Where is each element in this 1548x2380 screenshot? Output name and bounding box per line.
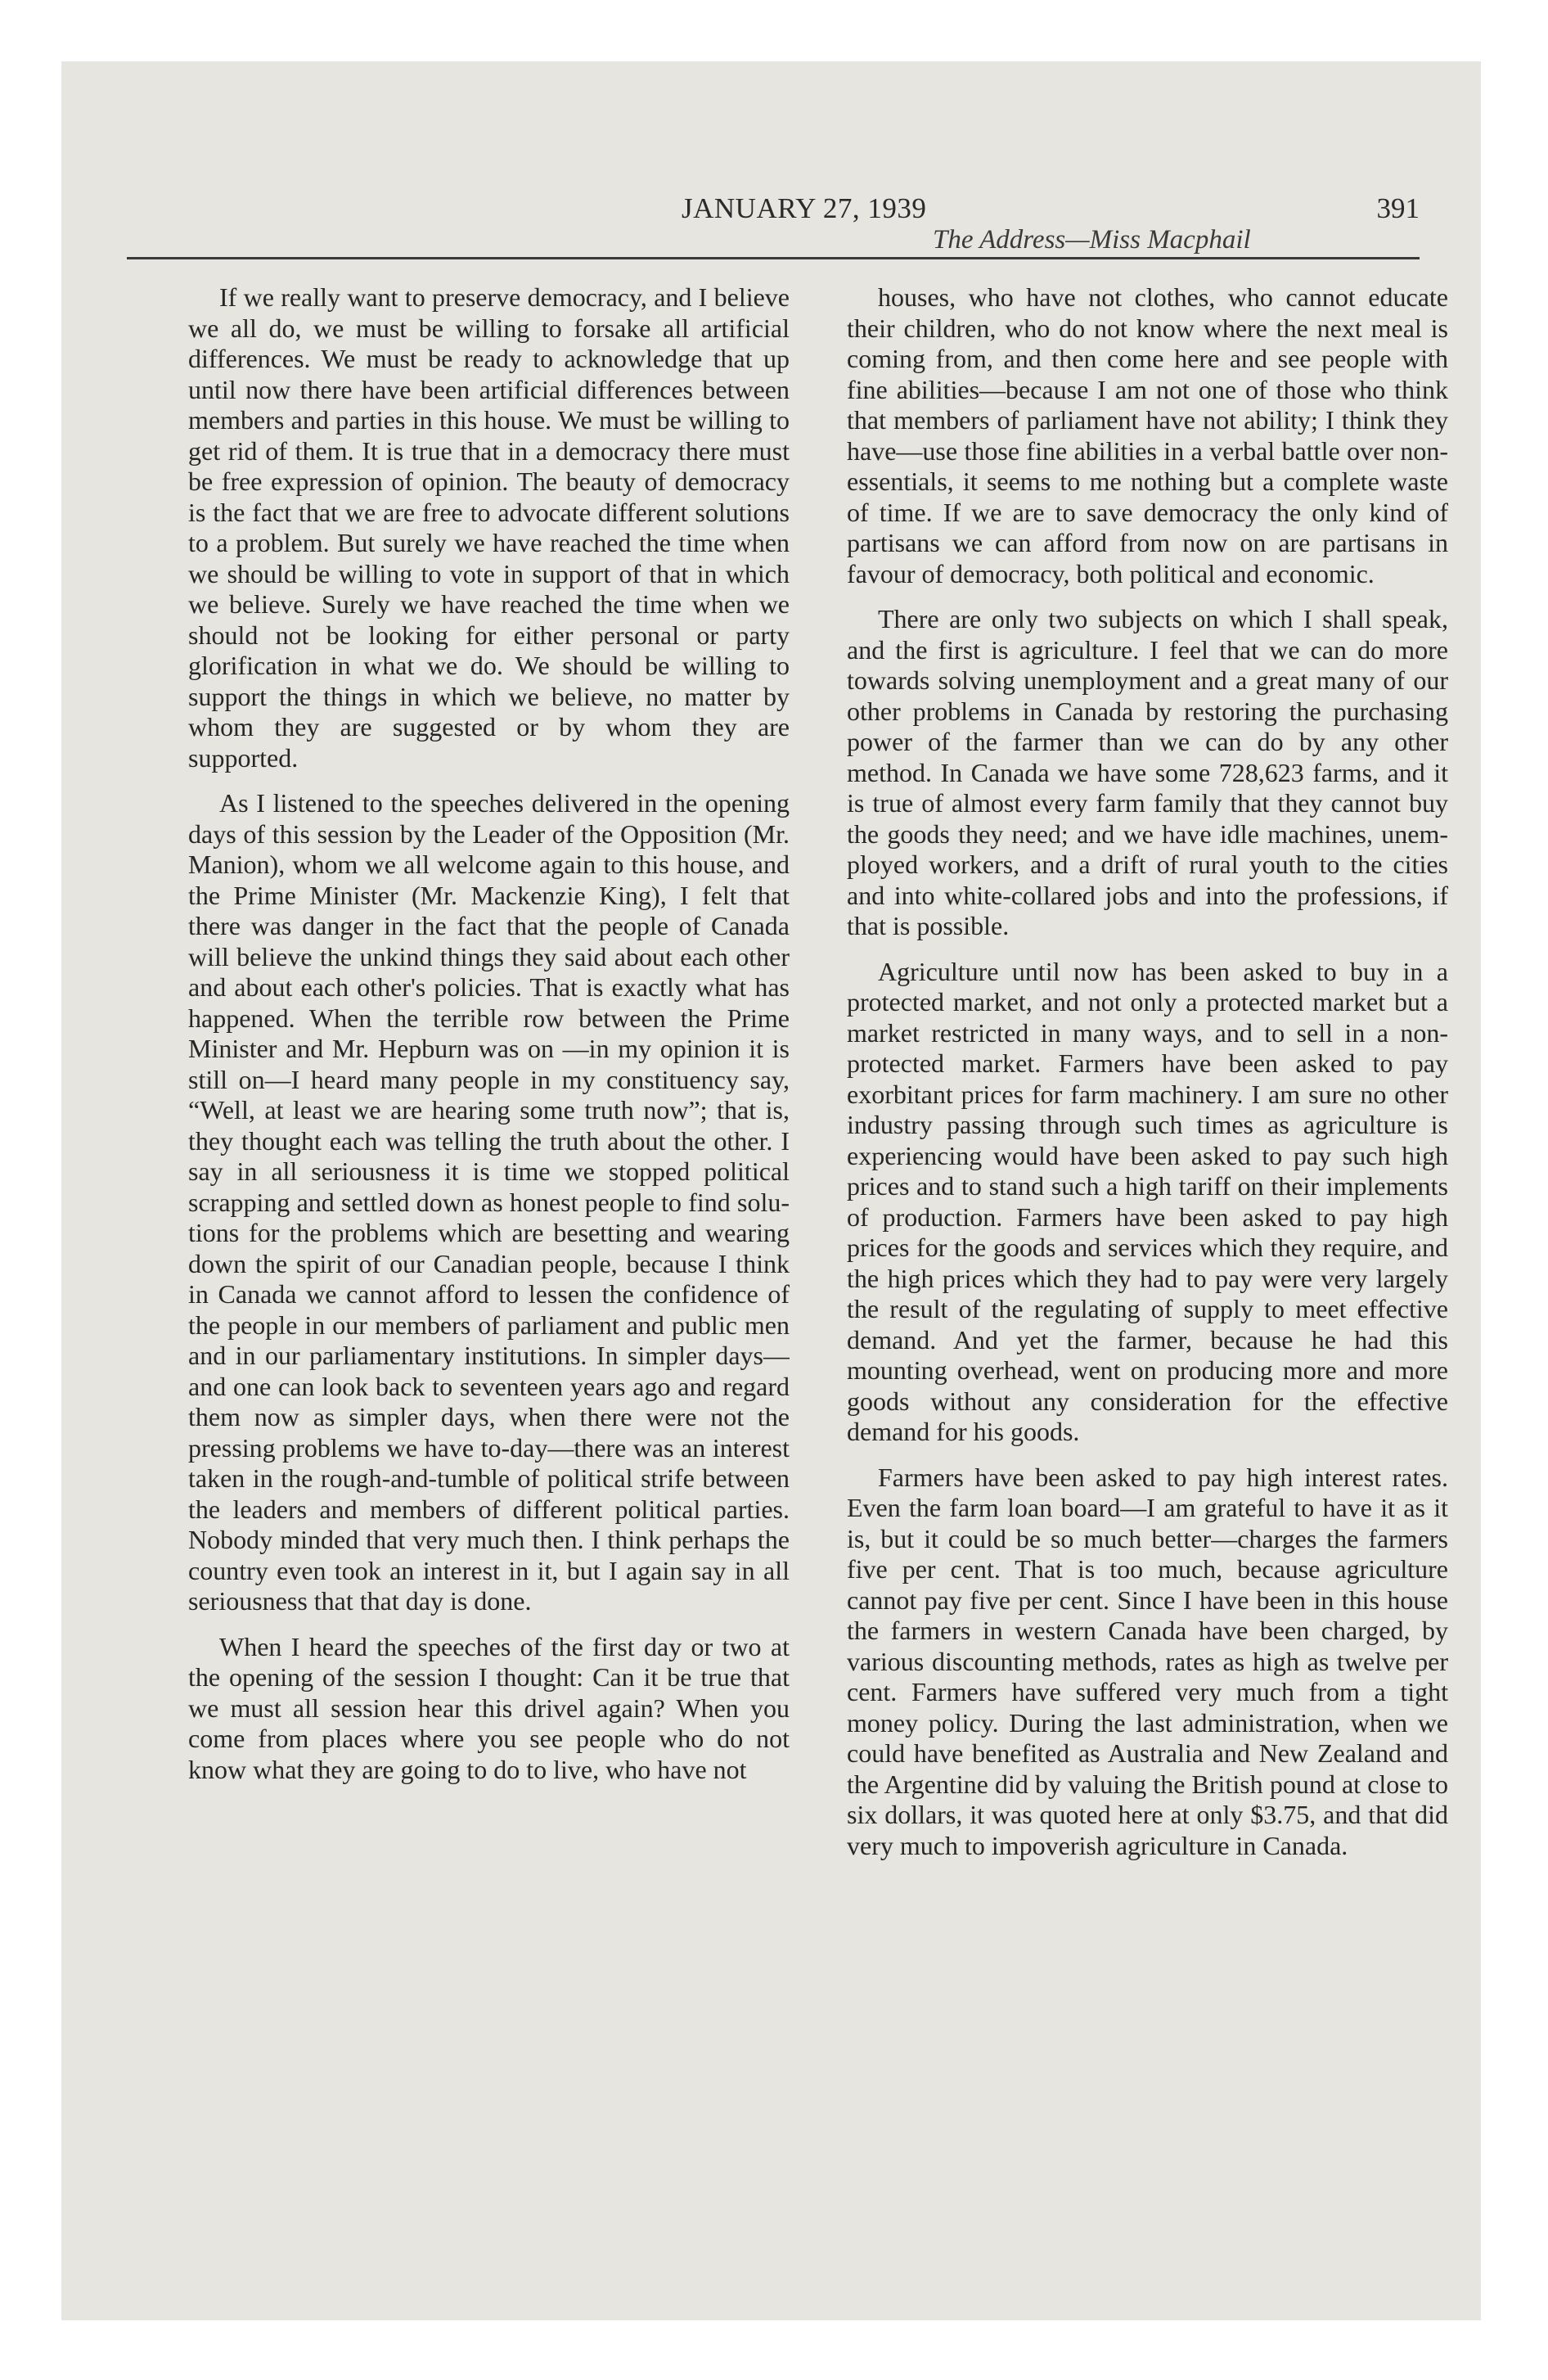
paragraph: If we really want to preserve democracy, and I believe we all do, we must be willing to forsake all artificial differences. We must be ready to acknowledge that up until now there have been artificial differences between members and parties in this house. We must be willing to get rid of them. It is true that in a democracy there must be free expression of opinion. The beauty of democracy is the fact that we are free to advocate different solutions to a problem. But surely we have reached the time when we should be willing to vote in support of that in which we believe. Surely we have reached the time when we should not be looking for either personal or party glorification in what we do. We should be willing to support the things in which we believe, no matter by whom they are suggested or by whom they are supported. [188, 282, 790, 773]
left-column [188, 282, 790, 2189]
body-text [188, 282, 1448, 2189]
paragraph: Agriculture until now has been asked to buy in a protected market, and not only a protected market but a market restricted in many ways, and to sell in a non-protected market. Farmers have been asked to pay exorbitant prices for farm machinery. I am sure no other industry passing through such times as agriculture is experiencing would have been asked to pay such high prices and to stand such a high tariff on their implements of production. Farmers have been asked to pay high prices for the goods and services which they require, and the high prices which they had to pay were very largely the result of the regulating of supply to meet effective demand. And yet the farmer, because he had this mounting overhead, went on producing more and more goods without any consideration for the effective demand for his goods. [847, 956, 1448, 1446]
running-title: The Address—Miss Macphail [933, 225, 1251, 255]
scanned-page [61, 61, 1481, 2320]
paragraph: houses, who have not clothes, who cannot educate their children, who do not know where the next meal is coming from, and then come here and see people with fine abilities—because I am not one of those who think that members of parliament have not ability; I think they have—use those fine abilities in a verbal battle over non-essentials, it seems to me nothing but a complete waste of time. If we are to save democracy the only kind of partisans we can afford from now on are partisans in favour of democracy, both political and economic. [847, 282, 1448, 588]
header-rule [127, 257, 1420, 259]
right-column [847, 282, 1448, 2189]
paragraph: There are only two subjects on which I shall speak, and the first is agriculture. I feel that we can do more towards solving unemployment and a great many of our other problems in Canada by restoring the purchasing power of the farmer than we can do by any other method. In Canada we have some 728,623 farms, and it is true of almost every farm family that they cannot buy the goods they need; and we have idle machines, unemployed workers, and a drift of rural youth to the cities and into white-collared jobs and into the professions, if that is possible. [847, 604, 1448, 940]
page-number: 391 [1376, 192, 1420, 224]
paragraph: As I listened to the speeches delivered in the opening days of this session by the Leader of the Opposition (Mr. Manion), whom we all welcome again to this house, and the Prime Minister (Mr. Mackenzie King), I felt that there was danger in the fact that the people of Canada will believe the unkind things they said about each other and about each other's policies. That is exactly what has happened. When the terrible row between the Prime Minister and Mr. Hepburn was on —in my opinion it is still on—I heard many people in my constituency say, “Well, at least we are hearing some truth now”; that is, they thought each was telling the truth about the other. I say in all seriousness it is time we stopped political scrapping and settled down as honest people to find solutions for the problems which are besetting and wearing down the spirit of our Canadian people, because I think in Canada we cannot afford to lessen the confidence of the people in our members of parliament and public men and in our parliamentary institutions. In simpler days—and one can look back to seventeen years ago and regard them now as simpler days, when there were not the pressing problems we have to-day—there was an interest taken in the rough-and-tumble of political strife between the leaders and members of different political parties. Nobody minded that very much then. I think perhaps the country even took an interest in it, but I again say in all seriousness that that day is done. [188, 788, 790, 1616]
paragraph: Farmers have been asked to pay high interest rates. Even the farm loan board—I am grateful to have it as it is, but it could be so much better—charges the farmers five per cent. That is too much, because agriculture cannot pay five per cent. Since I have been in this house the farmers in western Canada have been charged, by various discounting methods, rates as high as twelve per cent. Farmers have suffered very much from a tight money policy. During the last administration, when we could have benefited as Australia and New Zealand and the Argentine did by valuing the British pound at close to six dollars, it was quoted here at only $3.75, and that did very much to impoverish agriculture in Canada. [847, 1462, 1448, 1860]
page-header [127, 127, 1420, 258]
paragraph: When I heard the speeches of the first day or two at the opening of the session I thought: Can it be true that we must all session hear this drivel again? When you come from places where you see people who do not know what they are going to do to live, who have not [188, 1631, 790, 1784]
header-date: JANUARY 27, 1939 [682, 192, 927, 224]
